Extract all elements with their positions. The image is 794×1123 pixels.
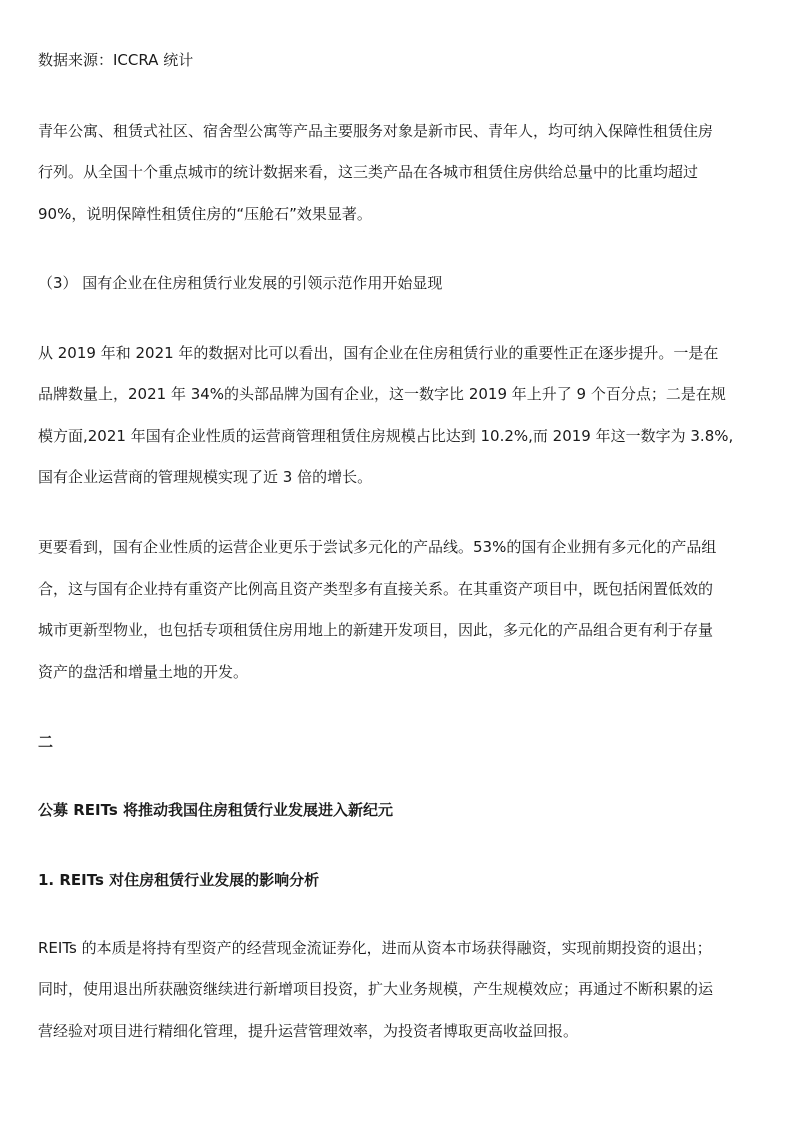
paragraph-line: 资产的盘活和增量土地的开发。 — [38, 663, 249, 681]
paragraph-line: REITs 的本质是将持有型资产的经营现金流证券化，进而从资本市场获得融资，实现前期投资的退出； — [38, 939, 712, 957]
paragraph-line: 青年公寓、租赁式社区、宿舍型公寓等产品主要服务对象是新市民、青年人，均可纳入保障性租赁住房 — [38, 122, 714, 140]
paragraph-line: 国有企业运营商的管理规模实现了近 3 倍的增长。 — [38, 468, 373, 486]
paragraph-line: 从 2019 年和 2021 年的数据对比可以看出，国有企业在住房租赁行业的重要性正在逐步提升。一是在 — [38, 344, 719, 362]
paragraph-line: 模方面,2021 年国有企业性质的运营商管理租赁住房规模占比达到 10.2%,而 2019 年这一数字为 3.8%, — [38, 427, 734, 445]
section-number: 二 — [38, 733, 54, 751]
paragraph-line: 城市更新型物业，也包括专项租赁住房用地上的新建开发项目，因此，多元化的产品组合更有利于存量 — [38, 621, 714, 639]
paragraph-line: 更要看到，国有企业性质的运营企业更乐于尝试多元化的产品线。53%的国有企业拥有多元化的产品组 — [38, 538, 717, 556]
paragraph-line: 合，这与国有企业持有重资产比例高且资产类型多有直接关系。在其重资产项目中，既包括闲置低效的 — [38, 580, 714, 598]
subheading-3: （3） 国有企业在住房租赁行业发展的引领示范作用开始显现 — [38, 274, 443, 292]
paragraph-line: 90%，说明保障性租赁住房的“压舱石”效果显著。 — [38, 205, 372, 223]
paragraph-line: 行列。从全国十个重点城市的统计数据来看，这三类产品在各城市租赁住房供给总量中的比重均超过 — [38, 163, 699, 181]
paragraph-line: 品牌数量上，2021 年 34%的头部品牌为国有企业，这一数字比 2019 年上升了 9 个百分点；二是在规 — [38, 385, 726, 403]
subsection-title: 1. REITs 对住房租赁行业发展的影响分析 — [38, 871, 320, 889]
paragraph-line: 同时，使用退出所获融资继续进行新增项目投资，扩大业务规模，产生规模效应；再通过不断积累的运 — [38, 980, 714, 998]
section-title: 公募 REITs 将推动我国住房租赁行业发展进入新纪元 — [38, 801, 393, 819]
paragraph-line: 营经验对项目进行精细化管理，提升运营管理效率，为投资者博取更高收益回报。 — [38, 1022, 579, 1040]
source-note: 数据来源：ICCRA 统计 — [38, 51, 194, 69]
